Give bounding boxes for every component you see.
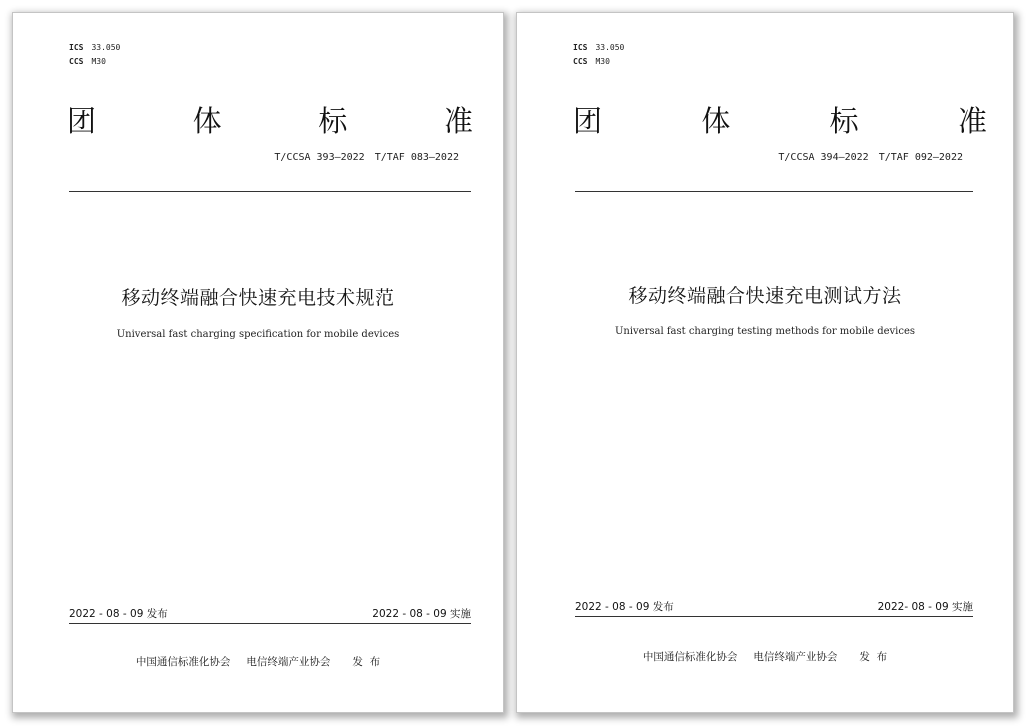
publish-word: 发 布 — [352, 656, 381, 668]
standard-number-ccsa: T/CCSA 393—2022 — [274, 152, 365, 163]
standard-number — [778, 152, 963, 163]
publisher-taf: 电信终端产业协会 — [246, 656, 331, 668]
heading-char: 标 — [318, 104, 348, 138]
classification-codes — [69, 41, 120, 69]
document-title-cn: 移动终端融合快速充电测试方法 — [628, 285, 902, 307]
standard-number — [274, 152, 459, 163]
ics-code: 33.050 — [91, 43, 121, 52]
ccs-line — [573, 55, 624, 69]
ics-code: 33.050 — [595, 43, 625, 52]
publisher-line — [517, 649, 1013, 664]
ics-label: ICS — [573, 43, 588, 52]
standard-number-taf: T/TAF 092—2022 — [878, 152, 963, 163]
publisher-ccsa: 中国通信标准化协会 — [642, 651, 738, 663]
header-divider — [69, 191, 471, 192]
ccs-line — [69, 55, 120, 69]
header-divider — [575, 191, 973, 192]
ccs-label: CCS — [69, 57, 84, 66]
ccs-code: M30 — [91, 57, 106, 66]
standard-type-heading — [67, 101, 473, 141]
classification-codes — [573, 41, 624, 69]
standard-number-taf: T/TAF 083—2022 — [374, 152, 459, 163]
ics-line — [69, 41, 120, 55]
heading-char: 体 — [701, 104, 731, 138]
publish-word: 发 布 — [859, 651, 888, 663]
document-title-en: Universal fast charging testing methods for mobile devices — [614, 326, 916, 337]
document-title-en: Universal fast charging specification for mobile devices — [116, 329, 400, 340]
standard-cover-right — [517, 13, 1013, 712]
ics-label: ICS — [69, 43, 84, 52]
ccs-code: M30 — [595, 57, 610, 66]
ics-line — [573, 41, 624, 55]
date-row — [69, 606, 471, 624]
publish-date: 2022 - 08 - 09 发布 — [69, 608, 168, 620]
publisher-line — [13, 654, 503, 669]
implement-date: 2022- 08 - 09 实施 — [877, 601, 973, 613]
standard-number-ccsa: T/CCSA 394—2022 — [778, 152, 869, 163]
ccs-label: CCS — [573, 57, 588, 66]
implement-date: 2022 - 08 - 09 实施 — [372, 608, 471, 620]
heading-char: 体 — [192, 104, 222, 138]
document-title-cn: 移动终端融合快速充电技术规范 — [121, 287, 395, 309]
publisher-taf: 电信终端产业协会 — [753, 651, 838, 663]
publisher-ccsa: 中国通信标准化协会 — [135, 656, 231, 668]
heading-char: 准 — [443, 104, 473, 138]
heading-char: 团 — [573, 104, 603, 138]
publish-date: 2022 - 08 - 09 发布 — [575, 601, 674, 613]
standard-cover-left — [13, 13, 503, 712]
date-row — [575, 599, 973, 617]
standard-type-heading — [573, 101, 987, 141]
heading-char: 标 — [829, 104, 859, 138]
heading-char: 准 — [957, 104, 987, 138]
heading-char: 团 — [67, 104, 97, 138]
